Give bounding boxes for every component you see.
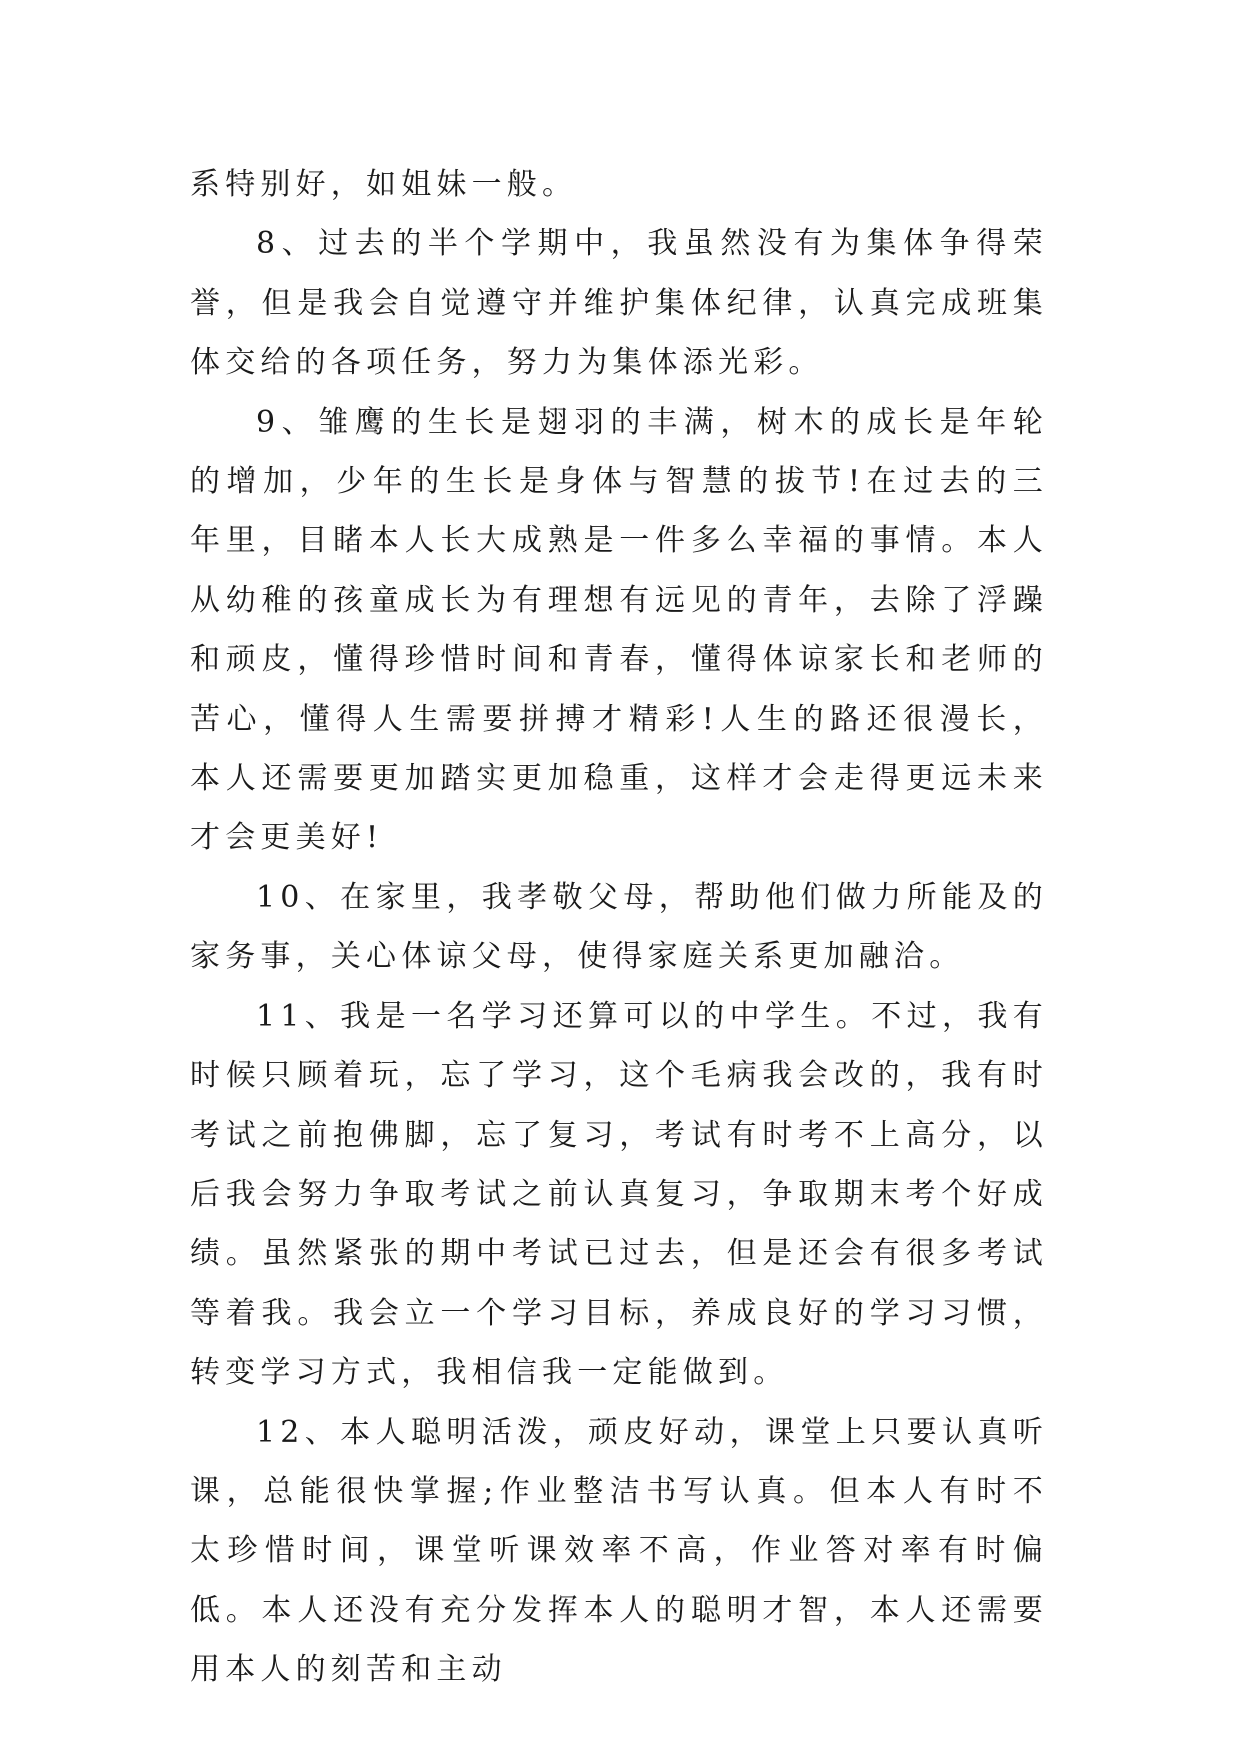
paragraph-item-9: 9、雏鹰的生长是翅羽的丰满，树木的成长是年轮的增加，少年的生长是身体与智慧的拔节!在过去的三年里，目睹本人长大成熟是一件多么幸福的事情。本人从幼稚的孩童成长为有理想有远见的青年，去除了浮躁和顽皮，懂得珍惜时间和青春，懂得体谅家长和老师的苦心，懂得人生需要拼搏才精彩!人生的路还很漫长，本人还需要更加踏实更加稳重，这样才会走得更远未来才会更美好!	[190, 404, 1048, 856]
paragraph-item-12: 12、本人聪明活泼，顽皮好动，课堂上只要认真听课，总能很快掌握;作业整洁书写认真。但本人有时不太珍惜时间，课堂听课效率不高，作业答对率有时偏低。本人还没有充分发挥本人的聪明才智，本人还需要用本人的刻苦和主动	[190, 1414, 1048, 1688]
paragraph-item-11: 11、我是一名学习还算可以的中学生。不过，我有时候只顾着玩，忘了学习，这个毛病我会改的，我有时考试之前抱佛脚，忘了复习，考试有时考不上高分，以后我会努力争取考试之前认真复习，争取期末考个好成绩。虽然紧张的期中考试已过去，但是还会有很多考试等着我。我会立一个学习目标，养成良好的学习习惯，转变学习方式，我相信我一定能做到。	[190, 998, 1048, 1391]
paragraph-item-10: 10、在家里，我孝敬父母，帮助他们做力所能及的家务事，关心体谅父母，使得家庭关系更加融洽。	[190, 879, 1048, 975]
paragraph-continuation: 系特别好，如姐妹一般。	[190, 167, 578, 202]
document-body	[190, 155, 1048, 1700]
paragraph-item-8: 8、过去的半个学期中，我虽然没有为集体争得荣誉，但是我会自觉遵守并维护集体纪律，认真完成班集体交给的各项任务，努力为集体添光彩。	[190, 226, 1048, 381]
